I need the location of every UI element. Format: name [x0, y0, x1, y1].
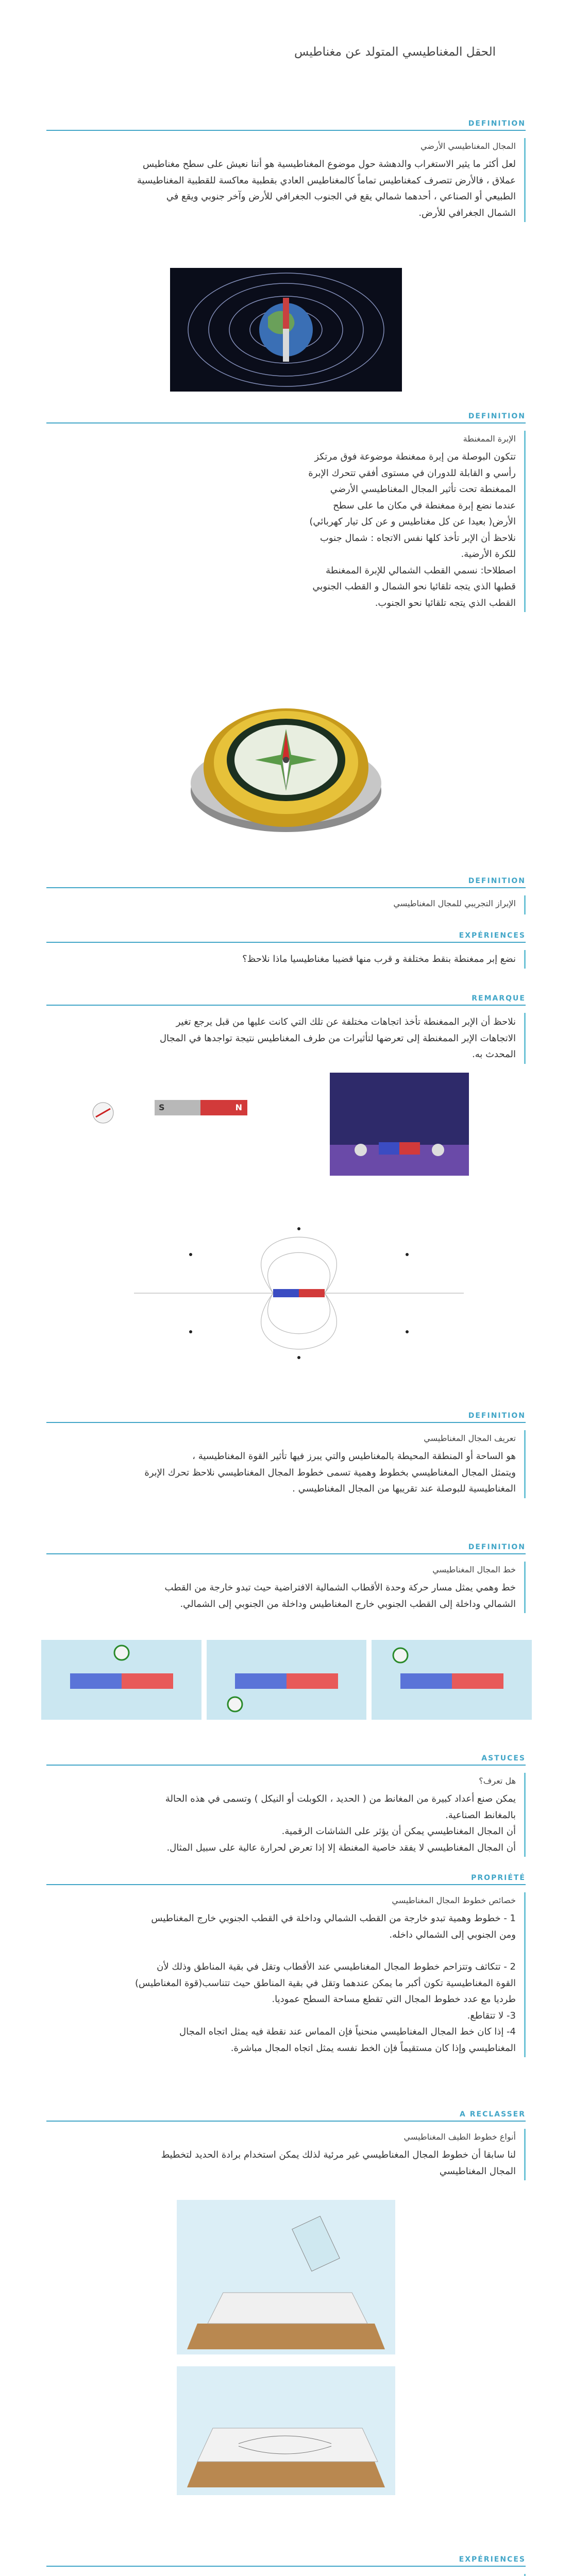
paragraph-line: الأرض( بعيدا عن كل مغناطيس و عن كل تيار كهربائي) — [309, 516, 516, 527]
paragraph-line: الطبيعي أو الصناعي ، أحدهما شمالي يقع في الجنوب الجغرافي للأرض وآخر جنوبي ويقع في — [166, 191, 516, 202]
section-tag: DEFINITION — [468, 120, 526, 128]
paragraph-line: 4- إذا كان خط المجال المغناطيسي منحنياً فإن المماس عند نقطة فيه يمثل اتجاه المجال — [179, 2026, 516, 2037]
magnet-north-label: N — [200, 1100, 247, 1115]
section-properties — [46, 1874, 526, 2057]
section-experimental — [46, 877, 526, 914]
section-heading: أنواع خطوط الطيف المغناطيسي — [403, 2132, 516, 2142]
page-title: الحقل المغناطيسي المتولد عن مغناطيس — [294, 45, 496, 59]
paragraph-line: تتكون البوصلة من إبرة ممغنطة موضوعة فوق مرتكز — [314, 451, 516, 462]
paragraph-line: الممغنطة تحت تأثير المجال المغناطيسي الأرضي — [330, 484, 516, 495]
paragraph-line: عندما نضع إبرة ممغنطة في مكان ما على سطح — [333, 500, 516, 511]
compass-image — [180, 685, 392, 840]
paragraph-line: القوة المغناطيسية تكون أكبر ما يمكن عندهما وتقل في بقية المناطق حيث تتناسب(قوة المغناطيس) — [135, 1977, 516, 1989]
section-tag: DEFINITION — [468, 1412, 526, 1420]
section-earth — [46, 120, 526, 222]
section-tag: PROPRIÉTÉ — [471, 1874, 526, 1882]
magnet-experiment-image — [330, 1073, 469, 1176]
paragraph-line: 3- لا تتقاطع. — [467, 2010, 516, 2021]
paragraph-line: ومن الجنوبي إلى الشمالي داخله. — [389, 1929, 516, 1940]
paragraph-line: 2 - تتكاثف وتتزاحم خطوط المجال المغناطيسي عند الأقطاب وتقل في بقية المناطق وذلك لأن — [157, 1961, 516, 1972]
small-compass-image — [82, 1097, 124, 1128]
section-remark1 — [46, 994, 526, 1064]
paragraph-line: نلاحظ أن الإبر الممغنطة تأخذ اتجاهات مختلفة عن تلك التي كانت عليها من قبل يرجع تغير — [176, 1016, 516, 1027]
paragraph-line: المغناطيسي وإذا كان مستقيماً فإن الخط نفسه يمثل اتجاه المجال مباشرة. — [230, 2042, 516, 2054]
paragraph-line: طرديا مع عدد خطوط المجال التي تقطع مساحة السطح عموديا. — [272, 1994, 516, 2005]
earth-magnetic-field-image — [170, 268, 402, 392]
section-aside — [46, 1754, 526, 1857]
section-heading: الإبرة الممغنطة — [463, 434, 516, 444]
paragraph-line: خط وهمي يمثل مسار حركة وحدة الأقطاب الشمالية الافتراضية حيث تبدو خارجة من القطب — [164, 1582, 516, 1593]
section-heading: المجال المغناطيسي الأرضي — [420, 141, 516, 151]
paragraph-line: القطب الذي يتجه تلقائيا نحو الجنوب. — [375, 597, 516, 608]
section-heading: هل تعرف؟ — [479, 1776, 516, 1786]
paragraph-line: المغناطيسية للبوصلة عند تقريبها من المجال المغناطيسي . — [292, 1483, 516, 1494]
paragraph-line: نضع إبر ممغنطة بنقط مختلفة و قرب منها قضيبا مغناطيسيا ماذا نلاحظ؟ — [242, 954, 516, 964]
section-tag: REMARQUE — [472, 994, 526, 1003]
paragraph-line: للكرة الأرضية. — [461, 549, 516, 560]
bar-magnet-image — [155, 1097, 247, 1118]
section-tag: DEFINITION — [468, 1543, 526, 1551]
paragraph-line: 1 - خطوط وهمية تبدو خارجة من القطب الشمالي وداخلة في القطب الجنوبي خارج المغناطيس — [151, 1913, 516, 1924]
field-line-image — [372, 1640, 532, 1720]
section-exp1 — [46, 931, 526, 969]
paragraph-line: لنا سابقا أن خطوط المجال المغناطيسي غير مرئية لذلك يمكن استخدام برادة الحديد لتخطيط — [161, 2149, 516, 2160]
paragraph-line: المحدث به. — [472, 1049, 516, 1060]
iron-filings-result-image — [177, 2366, 395, 2495]
section-heading: تعريف المجال المغناطيسي — [424, 1433, 516, 1443]
section-tag: EXPÉRIENCES — [459, 2555, 526, 2564]
paragraph-line: ويتمثل المجال المغناطيسي بخطوط وهمية تسمى خطوط المجال المغناطيسي نلاحظ تحرك الإبرة — [144, 1467, 516, 1478]
paragraph-line: الاتجاهات الإبر الممغنطة إلى تعرضها لتأثيرات من طرف المغناطيس نتيجة تواجدها في المجال — [159, 1032, 516, 1044]
section-heading: الإبراز التجريبي للمجال المغناطيسي — [393, 899, 516, 908]
paragraph-line: الشمال الجغرافي للأرض. — [418, 207, 516, 218]
paragraph-line: أن المجال المغناطيسي يمكن أن يؤثر على الشاشات الرقمية. — [281, 1826, 516, 1837]
section-heading: خط المجال المغناطيسي — [432, 1565, 516, 1574]
paragraph-line: أن المجال المغناطيسي لا يفقد خاصية المغنطة إلا إذا تعرض لحرارة عالية على سبيل المثال. — [166, 1842, 516, 1853]
section-spectrum — [46, 2110, 526, 2180]
field-line-images — [41, 1640, 532, 1720]
section-needle — [46, 412, 526, 612]
field-line-image — [207, 1640, 367, 1720]
paragraph-line: نلاحظ أن الإبر تأخذ كلها نفس الاتجاه : شمال جنوب — [319, 532, 516, 544]
magnet-south-label: S — [155, 1100, 200, 1115]
paragraph-line: لعل أكثر ما يثير الاستغراب والدهشة حول موضوع المغناطيسية هو أننا نعيش على سطح مغناطيس — [143, 159, 516, 170]
paragraph-line: رأسي و القابلة للدوران في مستوى أفقي تتحرك الإبرة — [308, 467, 516, 479]
paragraph-line: يمكن صنع أعداد كبيرة من المغانط من ( الحديد ، الكوبلت أو النيكل ) وتسمى في هذه الحالة — [165, 1793, 516, 1804]
paragraph-line: هو الساحة أو المنطقة المحيطة بالمغناطيس والتي يبرز فيها تأثير القوة المغناطيسية ، — [192, 1451, 516, 1462]
paragraph-line: المجال المغناطيسي — [439, 2165, 516, 2177]
iron-filings-pour-image — [177, 2200, 395, 2354]
paragraph-line: اصطلاحا: نسمي القطب الشمالي للإبرة الممغنطة — [326, 565, 516, 576]
section-fieldline — [46, 1543, 526, 1613]
paragraph-line: قطبها الذي يتجه تلقائيا نحو الشمال و القطب الجنوبي — [312, 581, 516, 592]
section-exp2 — [46, 2555, 526, 2576]
section-tag: ASTUCES — [481, 1754, 526, 1762]
compass-field-diagram — [113, 1208, 484, 1378]
field-line-image — [41, 1640, 201, 1720]
section-tag: A RECLASSER — [460, 2110, 526, 2119]
section-tag: EXPÉRIENCES — [459, 931, 526, 940]
paragraph-line: بالمغانط الصناعية. — [445, 1809, 516, 1821]
paragraph-line: عملاق ، فالأرض تتصرف كمغناطيس تماماً كالمغناطيس العادي بقطبية معاكسة للقطبية المغناطيسية — [137, 175, 516, 186]
section-tag: DEFINITION — [468, 412, 526, 420]
section-tag: DEFINITION — [468, 877, 526, 885]
paragraph-line: الشمالي وداخلة إلى القطب الجنوبي خارج المغناطيس وداخلة من الجنوبي إلى الشمالي. — [180, 1598, 516, 1609]
section-heading: خصائص خطوط المجال المغناطيسي — [392, 1895, 516, 1905]
section-definition — [46, 1412, 526, 1498]
